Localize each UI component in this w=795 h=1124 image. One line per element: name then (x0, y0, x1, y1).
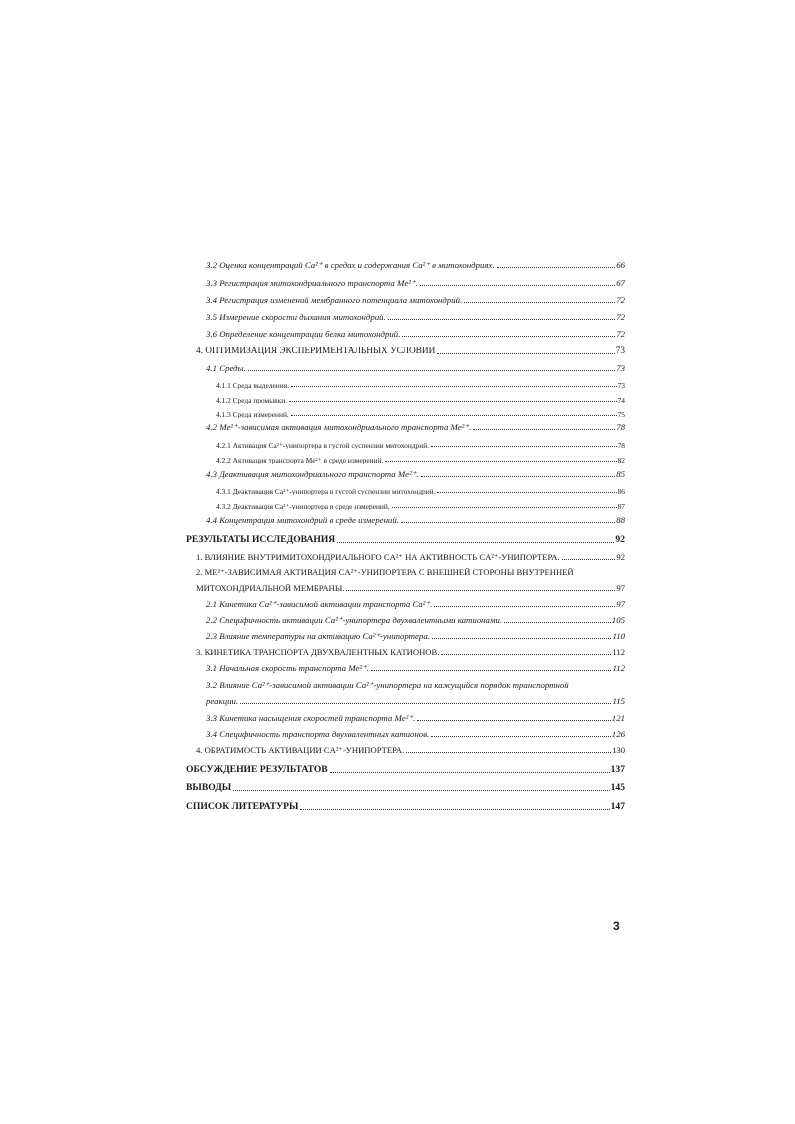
toc-entry-title: 3.4 Специфичность транспорта двухвалентных катионов. (206, 730, 430, 739)
toc-entry-title: 4. ОПТИМИЗАЦИЯ ЭКСПЕРИМЕНТАЛЬНЫХ УСЛОВИЙ (196, 346, 436, 356)
toc-entry[interactable] (216, 498, 625, 510)
toc-dot-leader (432, 638, 612, 639)
toc-dot-leader (420, 285, 615, 286)
toc-entry-title: реакции. (206, 697, 239, 706)
toc-entry-title: ВЫВОДЫ (186, 783, 232, 793)
toc-entry-title: 4. ОБРАТИМОСТЬ АКТИВАЦИИ CA²⁺-УНИПОРТЕРА. (196, 746, 405, 755)
toc-entry-title: 3. КИНЕТИКА ТРАНСПОРТА ДВУХВАЛЕНТНЫХ КАТИОНОВ. (196, 648, 440, 657)
toc-dot-leader (562, 559, 616, 560)
toc-dot-leader (392, 507, 617, 508)
toc-dot-leader (421, 476, 616, 477)
toc-entry[interactable] (196, 565, 625, 577)
toc-dot-leader (431, 736, 611, 737)
toc-entry[interactable] (216, 392, 625, 404)
toc-entry[interactable] (206, 597, 625, 609)
toc-entry-page: 121 (611, 713, 625, 724)
toc-entry-title: 4.4 Концентрация митохондрий в среде измерений. (206, 516, 399, 525)
toc-entry[interactable] (186, 763, 625, 775)
toc-entry[interactable] (186, 800, 625, 812)
toc-entry[interactable] (206, 420, 625, 432)
toc-entry[interactable] (206, 694, 625, 706)
toc-dot-leader (289, 401, 617, 402)
toc-entry-title: 2.2 Специфичность активации Ca²⁺-унипортера двухвалентными катионами. (206, 616, 503, 625)
toc-dot-leader (330, 772, 610, 773)
toc-entry-page: 74 (617, 395, 625, 405)
toc-entry-title: 4.1.2 Среда промывки. (216, 396, 288, 404)
toc-dot-leader (406, 752, 611, 753)
toc-entry-page: 115 (612, 696, 625, 707)
toc-entry[interactable] (206, 613, 625, 625)
toc-entry-page: 112 (612, 663, 625, 674)
toc-dot-leader (504, 622, 611, 623)
toc-dot-leader (291, 386, 617, 387)
toc-entry-page: 78 (617, 440, 625, 450)
toc-entry-title: 3.5 Измерение скорости дыхания митохондрий. (206, 313, 386, 322)
toc-entry-title: 1. ВЛИЯНИЕ ВНУТРИМИТОХОНДРИАЛЬНОГО CA²⁺ НА АКТИВНОСТЬ CA²⁺-УНИПОРТЕРА. (196, 553, 560, 562)
toc-entry-page: 85 (616, 469, 625, 480)
toc-entry-title: 3.3 Регистрация митохондриального транспорта Me²⁺. (206, 279, 418, 288)
toc-entry[interactable] (206, 678, 625, 690)
toc-entry-page: 92 (616, 552, 625, 563)
toc-entry[interactable] (206, 293, 625, 305)
toc-entry-page: 72 (616, 312, 625, 323)
toc-entry-title: 3.1 Начальная скорость транспорта Me²⁺. (206, 664, 369, 673)
toc-entry-title: 4.3 Деактивация митохондриального транспорта Me²⁺. (206, 470, 419, 479)
toc-entry-title: 4.1 Среды. (206, 364, 246, 373)
toc-entry-title: 3.3 Кинетика насыщения скоростей транспорта Me²⁺. (206, 714, 416, 723)
toc-entry-page: 82 (617, 455, 625, 465)
toc-dot-leader (240, 703, 611, 704)
toc-entry-title: 3.4 Регистрация изменений мембранного потенциала митохондрий. (206, 296, 463, 305)
toc-dot-leader (248, 370, 615, 371)
toc-entry[interactable] (206, 711, 625, 723)
toc-dot-leader (441, 654, 611, 655)
toc-entry-title: 3.6 Определение концентрации белка митохондрий. (206, 330, 401, 339)
toc-entry-page: 73 (616, 363, 625, 374)
toc-dot-leader (497, 267, 616, 268)
toc-entry[interactable] (216, 437, 625, 449)
toc-entry-page: 72 (616, 329, 625, 340)
toc-dot-leader (434, 606, 615, 607)
toc-entry-title: 4.1.1 Среда выделения. (216, 381, 289, 389)
toc-entry[interactable] (206, 727, 625, 739)
toc-entry-page: 97 (616, 583, 625, 594)
toc-entry-page: 145 (610, 782, 625, 794)
toc-entry-page: 110 (612, 631, 625, 642)
toc-entry-page: 97 (616, 599, 625, 610)
toc-entry[interactable] (196, 743, 625, 755)
toc-entry-title: 4.2.1 Активация Ca²⁺-унипортера в густой суспензии митохондрий. (216, 441, 430, 449)
toc-entry[interactable] (196, 645, 625, 657)
toc-entry-title: 4.1.3 Среда измерений. (216, 410, 289, 418)
toc-dot-leader (402, 336, 615, 337)
toc-entry-page: 147 (610, 801, 625, 813)
toc-entry-page: 126 (611, 729, 625, 740)
toc-entry[interactable] (196, 344, 625, 356)
toc-dot-leader (401, 522, 615, 523)
toc-entry-title: 2. ME²⁺-ЗАВИСИМАЯ АКТИВАЦИЯ CA²⁺-УНИПОРТЕРА С ВНЕШНЕЙ СТОРОНЫ ВНУТРЕННЕЙ (196, 568, 574, 577)
toc-entry[interactable] (186, 781, 625, 793)
toc-entry[interactable] (186, 533, 625, 545)
toc-entry[interactable] (196, 581, 625, 593)
toc-dot-leader (437, 353, 614, 354)
toc-dot-leader (371, 670, 612, 671)
toc-entry[interactable] (216, 452, 625, 464)
toc-entry-page: 88 (616, 515, 625, 526)
toc-entry[interactable] (206, 513, 625, 525)
toc-entry[interactable] (206, 327, 625, 339)
toc-entry-page: 92 (615, 534, 625, 546)
toc-entry-title: 4.2 Me²⁺-зависимая активация митохондриального транспорта Me²⁺. (206, 423, 472, 432)
toc-entry-page: 112 (612, 647, 625, 658)
toc-entry-page: 66 (616, 260, 625, 271)
toc-dot-leader (431, 446, 617, 447)
toc-entry-title: СПИСОК ЛИТЕРАТУРЫ (186, 802, 299, 812)
toc-entry-title: МИТОХОНДРИАЛЬНОЙ МЕМБРАНЫ. (196, 584, 345, 593)
toc-entry[interactable] (196, 550, 625, 562)
toc-entry-title: РЕЗУЛЬТАТЫ ИССЛЕДОВАНИЯ (186, 535, 336, 545)
toc-dot-leader (300, 809, 609, 810)
toc-entry-page: 86 (617, 486, 625, 496)
toc-entry-page: 75 (617, 409, 625, 419)
toc-entry-page: 137 (610, 764, 625, 776)
toc-dot-leader (417, 720, 611, 721)
toc-entry-page: 73 (617, 380, 625, 390)
toc-entry[interactable] (206, 258, 625, 270)
toc-entry-page: 73 (615, 345, 625, 356)
toc-entry[interactable] (216, 377, 625, 389)
toc-entry[interactable] (206, 629, 625, 641)
toc-entry[interactable] (216, 483, 625, 495)
page-number: 3 (613, 919, 620, 933)
toc-entry-title: 3.2 Влияние Ca²⁺-зависимой активации Ca²⁺-унипортера на кажущийся порядок транспортной (206, 681, 569, 690)
toc-dot-leader (346, 590, 615, 591)
toc-entry[interactable] (206, 361, 625, 373)
toc-entry[interactable] (206, 467, 625, 479)
toc-entry-title: 2.3 Влияние температуры на активацию Ca²⁺-унипортера. (206, 632, 430, 641)
toc-entry-title: 4.3.2 Деактивация Ca²⁺-унипортера в среде измерений. (216, 502, 390, 510)
toc-dot-leader (473, 429, 615, 430)
toc-dot-leader (233, 790, 609, 791)
toc-entry-page: 67 (616, 278, 625, 289)
toc-dot-leader (437, 492, 616, 493)
toc-entry[interactable] (216, 406, 625, 418)
toc-dot-leader (385, 461, 616, 462)
toc-dot-leader (388, 319, 615, 320)
toc-entry-page: 78 (616, 422, 625, 433)
toc-entry-page: 130 (612, 745, 625, 756)
toc-entry[interactable] (206, 276, 625, 288)
toc-entry-title: 2.1 Кинетика Ca²⁺-зависимой активации транспорта Ca²⁺. (206, 600, 433, 609)
toc-dot-leader (337, 542, 614, 543)
toc-entry-title: 3.2 Оценка концентраций Ca²⁺ в средах и содержания Ca²⁺ в митохондриях. (206, 261, 495, 270)
toc-entry[interactable] (206, 310, 625, 322)
toc-entry-title: ОБСУЖДЕНИЕ РЕЗУЛЬТАТОВ (186, 765, 328, 775)
toc-entry[interactable] (206, 661, 625, 673)
toc-entry-title: 4.2.2 Активация транспорта Me²⁺ в среде измерений. (216, 456, 384, 464)
toc-dot-leader (291, 415, 617, 416)
toc-entry-title: 4.3.1 Деактивация Ca²⁺-унипортера в густой суспензии митохондрий. (216, 487, 436, 495)
toc-entry-page: 87 (617, 501, 625, 511)
toc-dot-leader (464, 302, 615, 303)
toc-entry-page: 105 (611, 615, 625, 626)
toc-entry-page: 72 (616, 295, 625, 306)
